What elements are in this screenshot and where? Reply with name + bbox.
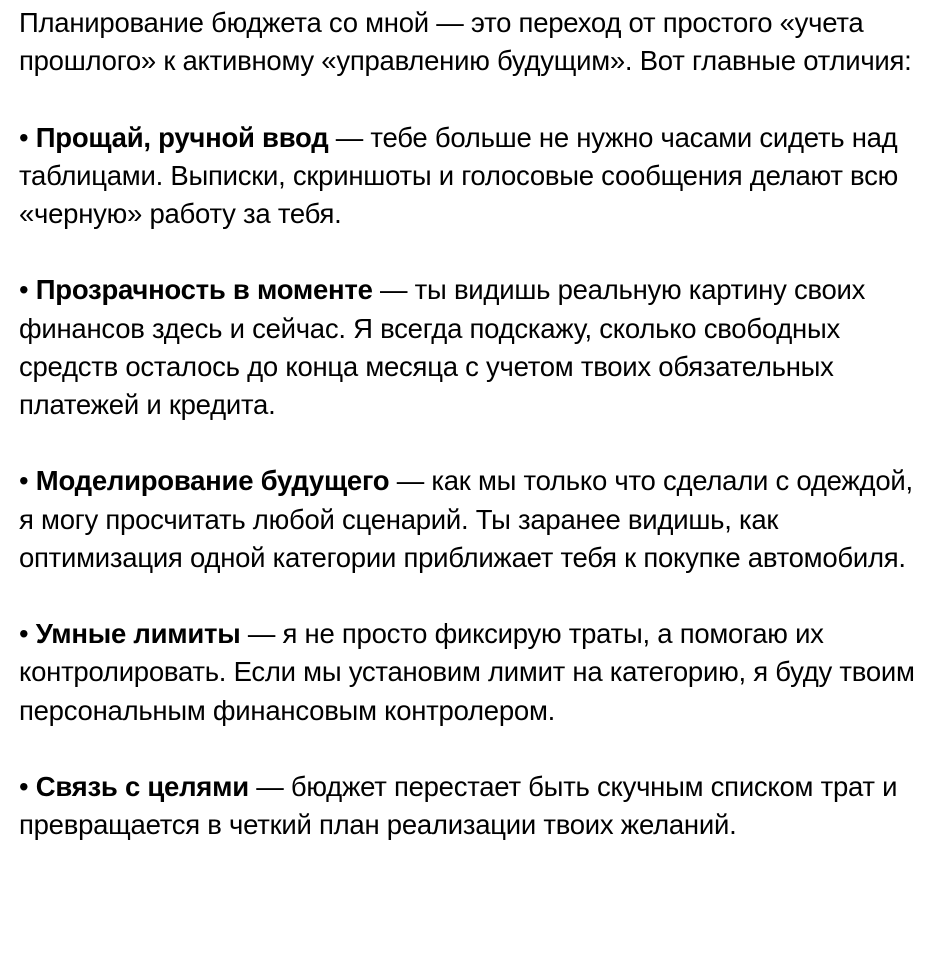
intro-paragraph: Планирование бюджета со мной — это переход от простого «учета прошлого» к активному «управлению будущим». Вот главные отличия: — [19, 7, 912, 77]
bullet-item-smart-limits — [19, 615, 924, 730]
bullet-title: Умные лимиты — [35, 618, 241, 650]
message-body — [19, 4, 924, 844]
bullet-text: — я не просто фиксирую траты, а помогаю их контролировать. Если мы установим лимит на категорию, я буду твоим персональным финансовым контролером. — [19, 618, 915, 726]
bullet-text: — ты видишь реальную картину своих финансов здесь и сейчас. Я всегда подскажу, сколько свободных средств осталось до конца месяца с учетом твоих обязательных платежей и кредита. — [19, 274, 866, 420]
bullet-title: Прозрачность в моменте — [35, 274, 373, 306]
bullet-item-transparency — [19, 271, 924, 424]
bullet-text: — бюджет перестает быть скучным списком трат и превращается в четкий план реализации твоих желаний. — [19, 770, 898, 841]
bullet-icon: • — [19, 618, 29, 650]
bullet-item-modeling — [19, 462, 924, 577]
bullet-icon: • — [19, 274, 29, 306]
bullet-title: Связь с целями — [35, 770, 249, 802]
bullet-icon: • — [19, 465, 29, 497]
bullet-icon: • — [19, 770, 29, 802]
bullet-item-goals — [19, 768, 924, 844]
bullet-icon: • — [19, 121, 29, 153]
bullet-item-manual-input — [19, 119, 924, 234]
bullet-title: Моделирование будущего — [35, 465, 390, 497]
bullet-text: — как мы только что сделали с одеждой, я могу просчитать любой сценарий. Ты заранее видишь, как оптимизация одной категории приближает тебя к покупке автомобиля. — [19, 465, 913, 573]
bullet-text: — тебе больше не нужно часами сидеть над таблицами. Выписки, скриншоты и голосовые сообщения делают всю «черную» работу за тебя. — [19, 121, 898, 229]
bullet-title: Прощай, ручной ввод — [35, 121, 329, 153]
